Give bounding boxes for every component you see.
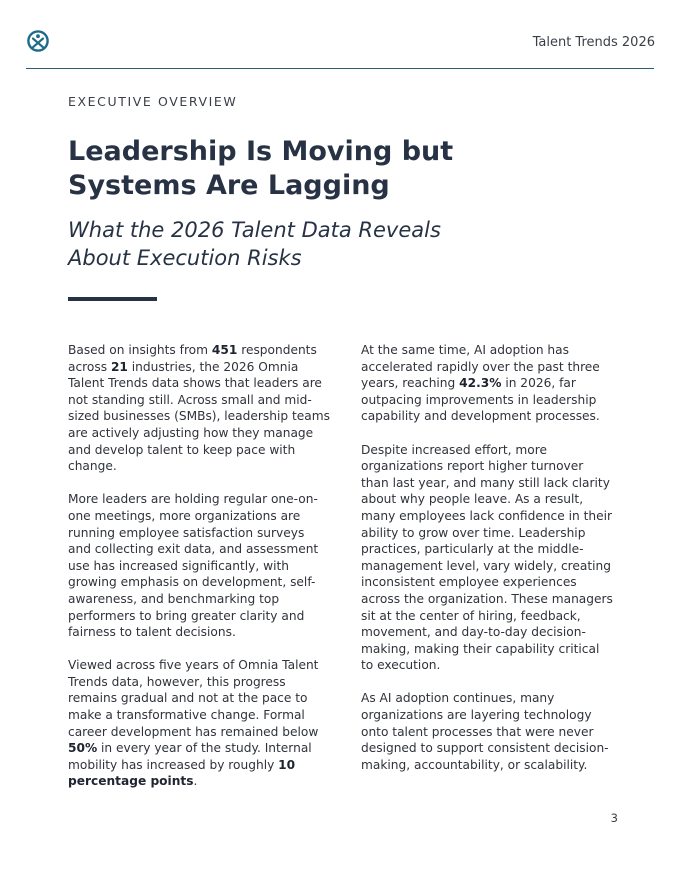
header-divider	[26, 68, 654, 69]
industry-count: 21	[110, 359, 128, 374]
text-run: respondents across	[68, 343, 317, 374]
right-paragraph-2: Despite increased effort, more organizations report higher turnover than last year, and many still lack clarity about why people leave. As a result, many employees lack confidence in their ability to grow over time. Leadership practices, particularly at the middle-management level, vary widely, creating inconsistent employee experiences across the organization. These managers sit at the center of hiring, feedback, movement, and day-to-day decision-making, making their capability critical to execution.	[361, 442, 613, 673]
respondent-count: 451	[211, 343, 238, 357]
left-paragraph-2: More leaders are holding regular one-on-one meetings, more organizations are running employee satisfaction surveys and collecting exit data, and assessment use has increased significantly, with growing emphasis on development, self-awareness, and benchmarking top performers to bring greater clarity and fairness to talent decisions.	[68, 492, 319, 640]
right-text-column	[361, 342, 614, 790]
right-paragraph-1	[361, 342, 614, 425]
ai-adoption-stat: 42.3%	[459, 376, 502, 391]
text-run: industries, the 2026 Omnia Talent Trends data shows that leaders are not standing still. Across small and mid-sized businesses (SMBs), leadership teams are actively adjusting how they manage and develop talent to keep pace with change.	[68, 359, 330, 474]
omnia-logo-icon	[26, 29, 50, 53]
text-run: Viewed across five years of Omnia Talent Trends data, however, this progress remains gradual and not at the pace to make a transformative change. Formal career development has remained below	[68, 658, 319, 739]
page-headline: Leadership Is Moving but Systems Are Lagging	[68, 136, 454, 201]
page-subheadline: What the 2026 Talent Data Reveals About Execution Risks	[68, 218, 441, 270]
career-development-stat: 50%	[68, 741, 98, 756]
internal-mobility-stat: 10 percentage points	[68, 757, 296, 789]
left-paragraph-1	[68, 342, 330, 475]
section-eyebrow: EXECUTIVE OVERVIEW	[68, 94, 238, 109]
text-run: in every year of the study. Internal mobility has increased by roughly	[68, 741, 312, 772]
page-number: 3	[610, 811, 618, 825]
left-paragraph-3	[68, 657, 330, 790]
left-text-column	[68, 342, 330, 807]
accent-divider	[68, 297, 157, 301]
right-paragraph-3: As AI adoption continues, many organizations are layering technology onto talent processes that were never designed to support consistent decision-making, accountability, or scalability.	[361, 691, 609, 772]
text-run: Based on insights from	[68, 343, 212, 357]
text-run: At the same time, AI adoption has accelerated rapidly over the past three years, reaching	[361, 343, 600, 391]
text-run: .	[193, 774, 198, 789]
text-run: in 2026, far outpacing improvements in leadership capability and development processes.	[361, 376, 600, 424]
document-header-title: Talent Trends 2026	[532, 35, 655, 50]
